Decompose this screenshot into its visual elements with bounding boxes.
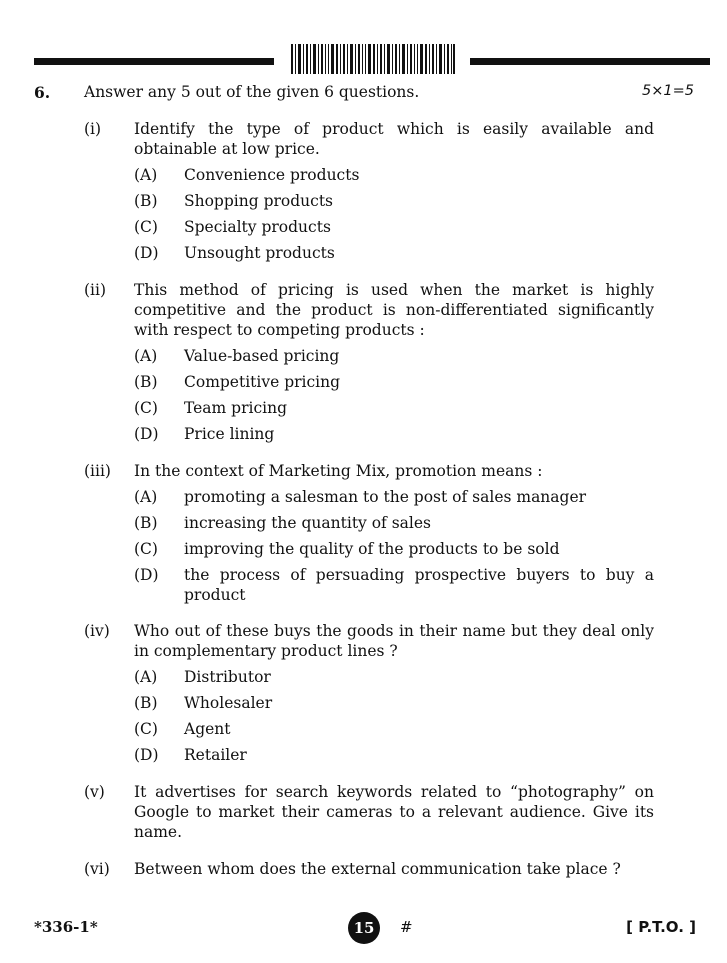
option-c: [134, 536, 654, 562]
question-number: 6.: [34, 83, 51, 102]
option-label: (A): [134, 347, 158, 365]
page-number-badge: 15: [348, 912, 380, 944]
option-text: Specialty products: [184, 218, 331, 236]
option-a: [134, 343, 654, 369]
sub-question-ii: [84, 280, 654, 447]
sub-question-stem: Who out of these buys the goods in their name but they deal only in complementary product lines ?: [134, 622, 654, 660]
option-b: [134, 510, 654, 536]
option-d: [134, 421, 654, 447]
sub-question-number: (vi): [84, 860, 110, 878]
option-a: [134, 162, 654, 188]
option-label: (B): [134, 514, 158, 532]
sub-question-i: [84, 119, 654, 266]
header-rule-right: [470, 58, 710, 65]
option-label: (C): [134, 399, 158, 417]
options-list: [134, 162, 654, 266]
option-label: (B): [134, 373, 158, 391]
page-footer: [34, 912, 696, 944]
option-text: Agent: [184, 720, 231, 738]
option-text: Unsought products: [184, 244, 335, 262]
barcode-icon: [291, 44, 455, 74]
option-text: Shopping products: [184, 192, 333, 210]
sub-question-stem: It advertises for search keywords related to “photography” on Google to market their cameras to a relevant audience. Give its name.: [134, 783, 654, 841]
option-label: (D): [134, 244, 159, 262]
option-label: (B): [134, 694, 158, 712]
sub-question-iii: [84, 461, 654, 608]
option-label: (A): [134, 166, 158, 184]
option-b: [134, 188, 654, 214]
sub-question-number: (v): [84, 783, 105, 801]
sub-question-stem: Identify the type of product which is easily available and obtainable at low price.: [134, 120, 654, 158]
option-label: (C): [134, 540, 158, 558]
option-c: [134, 395, 654, 421]
option-text: Price lining: [184, 425, 275, 443]
sub-question-number: (iv): [84, 622, 110, 640]
option-label: (D): [134, 566, 159, 584]
option-text: Competitive pricing: [184, 373, 341, 391]
option-d: [134, 240, 654, 266]
sub-question-v: [84, 782, 654, 842]
option-b: [134, 369, 654, 395]
option-c: [134, 214, 654, 240]
option-text: the process of persuading prospective buyers to buy a product: [184, 566, 654, 604]
sub-question-iv: [84, 621, 654, 768]
question-instruction: Answer any 5 out of the given 6 questions.: [84, 83, 420, 101]
option-a: [134, 664, 654, 690]
option-label: (A): [134, 668, 158, 686]
question-marks: 5×1=5: [642, 83, 694, 99]
option-a: [134, 484, 654, 510]
option-text: Distributor: [184, 668, 271, 686]
sub-question-number: (i): [84, 120, 102, 138]
option-text: Wholesaler: [184, 694, 273, 712]
option-text: promoting a salesman to the post of sales manager: [184, 488, 587, 506]
option-label: (C): [134, 720, 158, 738]
option-text: Value-based pricing: [184, 347, 340, 365]
option-d: [134, 742, 654, 768]
paper-code: *336-1*: [34, 918, 98, 936]
options-list: [134, 484, 654, 608]
option-c: [134, 716, 654, 742]
option-d: [134, 562, 654, 608]
option-text: Retailer: [184, 746, 247, 764]
option-label: (D): [134, 746, 159, 764]
option-label: (D): [134, 425, 159, 443]
sub-question-stem: This method of pricing is used when the market is highly competitive and the product is non-differentiated significantly with respect to competing products :: [134, 281, 654, 339]
sub-question-number: (iii): [84, 462, 111, 480]
sub-question-stem: In the context of Marketing Mix, promotion means :: [134, 462, 543, 480]
option-label: (A): [134, 488, 158, 506]
header-rule-left: [34, 58, 274, 65]
option-b: [134, 690, 654, 716]
option-text: Team pricing: [184, 399, 288, 417]
sub-question-vi: [84, 859, 654, 879]
option-label: (B): [134, 192, 158, 210]
sub-question-number: (ii): [84, 281, 107, 299]
options-list: [134, 343, 654, 447]
hash-mark: #: [400, 918, 413, 936]
option-text: improving the quality of the products to be sold: [184, 540, 560, 558]
option-label: (C): [134, 218, 158, 236]
options-list: [134, 664, 654, 768]
pto-label: [ P.T.O. ]: [626, 918, 696, 936]
option-text: increasing the quantity of sales: [184, 514, 432, 532]
option-text: Convenience products: [184, 166, 360, 184]
sub-question-stem: Between whom does the external communication take place ?: [134, 860, 621, 878]
